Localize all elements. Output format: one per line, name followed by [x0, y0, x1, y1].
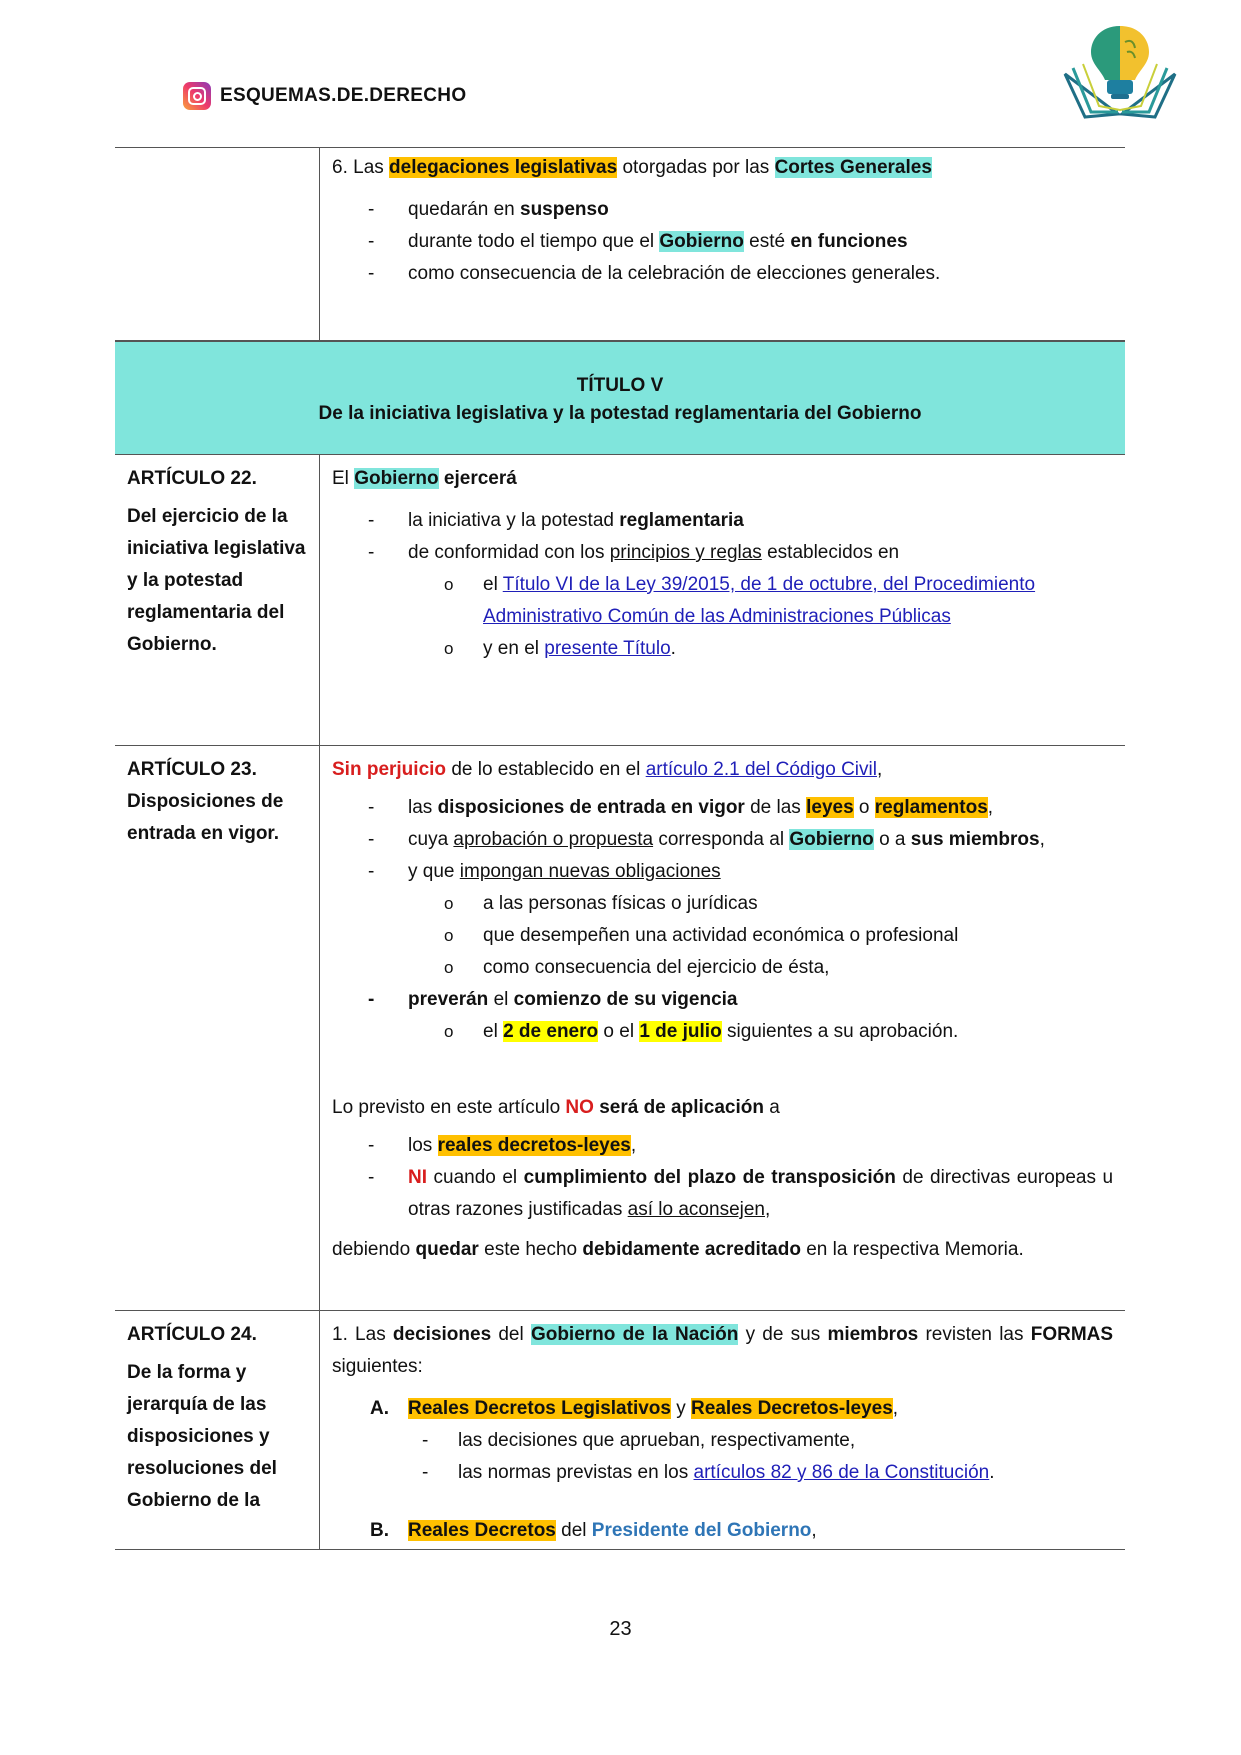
item-letter: B. [370, 1520, 389, 1541]
sub-bullet-item: o el 2 de enero o el 1 de julio siguientes a su aprobación. [444, 1021, 959, 1042]
bullet-item: - como consecuencia de la celebración de elecciones generales. [368, 263, 941, 284]
bold-text: preverán [408, 989, 489, 1010]
underlined-text: impongan nuevas obligaciones [459, 861, 721, 882]
law-link[interactable]: Título VI de la Ley 39/2015, de 1 de octubre, del Procedimiento Administrativo Común de las Administraciones Públicas [483, 574, 1036, 627]
bold-text: sus miembros [910, 829, 1040, 850]
text: del [498, 1324, 524, 1345]
bold-text: suspenso [520, 199, 609, 220]
text: las [408, 797, 433, 818]
text: o [858, 797, 870, 818]
text: la iniciativa y la potestad [408, 510, 614, 531]
text: las normas previstas en los [458, 1462, 689, 1483]
text: 1. Las [332, 1324, 386, 1345]
bullet-item: - los reales decretos-leyes, [368, 1135, 637, 1156]
titulo-subtitle: De la iniciativa legislativa y la potestad reglamentaria del Gobierno [318, 403, 922, 424]
text: y de sus [745, 1324, 821, 1345]
highlight-term: reales decretos-leyes [437, 1135, 631, 1156]
bullet-item: - las decisiones que aprueban, respectivamente, [422, 1430, 856, 1451]
left-cell-empty [115, 148, 320, 340]
text: , [892, 1398, 899, 1419]
highlight-term: Reales Decretos Legislativos [408, 1398, 671, 1419]
article-title: De la forma y jerarquía de las disposiciones y resoluciones del Gobierno de la [127, 1362, 277, 1511]
article-title: Disposiciones de entrada en vigor. [127, 791, 284, 844]
text: siguientes a su aprobación. [726, 1021, 959, 1042]
text: revisten las [925, 1324, 1024, 1345]
highlight-term: delegaciones legislativas [389, 157, 618, 178]
highlight-term: Gobierno [659, 231, 744, 252]
bold-text: comienzo de su vigencia [513, 989, 738, 1010]
bullet-item: - y que impongan nuevas obligaciones [368, 861, 721, 882]
text: como consecuencia de la celebración de elecciones generales. [408, 263, 941, 284]
bullet-item: - de conformidad con los principios y reglas establecidos en [368, 542, 900, 563]
bold-text: disposiciones de entrada en vigor [437, 797, 745, 818]
text: . [989, 1462, 995, 1483]
text: de conformidad con los [408, 542, 605, 563]
titulo-heading [115, 341, 1125, 454]
article-body-cell [320, 1311, 1125, 1549]
lightbulb-brain-book-logo [1055, 22, 1185, 128]
article-number: ARTÍCULO 24. [127, 1324, 257, 1345]
text: cuya [408, 829, 449, 850]
highlight-term: Gobierno de la Nación [530, 1324, 739, 1345]
sub-bullet-item: o a las personas físicas o jurídicas [444, 893, 758, 914]
bullet-item: - quedarán en suspenso [368, 199, 609, 220]
text: , [1039, 829, 1045, 850]
text: . [670, 638, 676, 659]
text: esté [749, 231, 786, 252]
article-number: ARTÍCULO 23. [127, 759, 257, 780]
text: debiendo [332, 1239, 411, 1260]
article-body-cell [320, 455, 1125, 745]
text: o a [879, 829, 906, 850]
article-number: ARTÍCULO 22. [127, 468, 257, 489]
text: el [493, 989, 509, 1010]
table-row-article-24 [115, 1311, 1125, 1550]
bold-text: miembros [827, 1324, 919, 1345]
text: siguientes: [332, 1356, 423, 1377]
table-row-continuation [115, 147, 1125, 341]
article-label-cell [115, 1311, 320, 1549]
highlight-term: Reales Decretos [408, 1520, 556, 1541]
lettered-item [332, 1393, 1113, 1425]
text: el [483, 574, 498, 595]
law-link[interactable]: artículos 82 y 86 de la Constitución [693, 1462, 990, 1483]
bold-text: decisiones [392, 1324, 492, 1345]
highlight-term: Reales Decretos-leyes [691, 1398, 893, 1419]
text: quedarán en [408, 199, 515, 220]
highlight-term: leyes [806, 797, 854, 818]
text: , [811, 1520, 817, 1541]
table-row-article-23 [115, 746, 1125, 1311]
highlight-term: Cortes Generales [774, 157, 932, 178]
bold-text: quedar [415, 1239, 479, 1260]
underlined-text: principios y reglas [609, 542, 762, 563]
article-label-cell [115, 455, 320, 745]
underlined-text: así lo aconsejen [627, 1199, 765, 1220]
text: y en el [483, 638, 539, 659]
text: a las personas físicas o jurídicas [483, 893, 758, 914]
text: que desempeñen una actividad económica o profesional [483, 925, 959, 946]
article-title: Del ejercicio de la iniciativa legislativa y la potestad reglamentaria del Gobierno. [127, 506, 306, 655]
brand-header [183, 82, 466, 110]
text: establecidos en [767, 542, 900, 563]
brand-name: ESQUEMAS.DE.DERECHO [220, 85, 467, 106]
bullet-item: - durante todo el tiempo que el Gobierno esté en funciones [368, 231, 908, 252]
text: este hecho [484, 1239, 578, 1260]
highlight-term: reglamentos [874, 797, 988, 818]
instagram-icon [183, 82, 211, 110]
red-emphasis: Sin perjuicio [332, 759, 447, 780]
text: a [769, 1097, 780, 1118]
bold-text: en funciones [790, 231, 908, 252]
text: y que [408, 861, 455, 882]
text: , [876, 759, 883, 780]
text: o el [603, 1021, 635, 1042]
article-body-cell [320, 746, 1125, 1310]
text: , [630, 1135, 637, 1156]
text: corresponda al [658, 829, 785, 850]
text: en la respectiva Memoria. [806, 1239, 1024, 1260]
text: , [765, 1199, 771, 1220]
date-highlight: 2 de enero [503, 1021, 599, 1042]
law-link[interactable]: artículo 2.1 del Código Civil [645, 759, 877, 780]
text: y [676, 1398, 686, 1419]
lettered-item [332, 1515, 1113, 1547]
paragraph-number: 6. Las [332, 157, 384, 178]
text: de las [750, 797, 801, 818]
highlight-term: Gobierno [354, 468, 439, 489]
text: El [332, 468, 349, 489]
sub-bullet-item: o como consecuencia del ejercicio de ésta, [444, 957, 830, 978]
text: cuando el [433, 1167, 518, 1188]
bullet-item: - las normas previstas en los artículos 82 y 86 de la Constitución. [422, 1462, 995, 1483]
text: de lo establecido en el [451, 759, 641, 780]
sub-bullet-item: o que desempeñen una actividad económica o profesional [444, 925, 959, 946]
bullet-item: - preverán el comienzo de su vigencia [368, 989, 738, 1010]
bullet-item: - las disposiciones de entrada en vigor de las leyes o reglamentos, [368, 797, 994, 818]
article-label-cell [115, 746, 320, 1310]
red-emphasis: NO [565, 1097, 594, 1118]
blue-emphasis: Presidente del Gobierno [591, 1520, 812, 1541]
table-row-article-22 [115, 455, 1125, 746]
highlight-term: Gobierno [789, 829, 874, 850]
text: durante todo el tiempo que el [408, 231, 655, 252]
date-highlight: 1 de julio [639, 1021, 722, 1042]
page-number: 23 [609, 1618, 632, 1640]
text: del [561, 1520, 587, 1541]
sub-bullet-item: o y en el presente Título. [444, 638, 676, 659]
text: de directivas europeas u otras razones justificadas [408, 1167, 1114, 1220]
text: otorgadas por las [622, 157, 770, 178]
bold-text: ejercerá [443, 468, 517, 489]
item-letter: A. [370, 1398, 389, 1419]
text: , [987, 797, 994, 818]
law-table [115, 147, 1125, 1550]
text: los [408, 1135, 433, 1156]
bold-text: reglamentaria [619, 510, 744, 531]
text: Lo previsto en este artículo [332, 1097, 561, 1118]
text: como consecuencia del ejercicio de ésta, [483, 957, 830, 978]
bullet-item: - la iniciativa y la potestad reglamentaria [368, 510, 744, 531]
bold-text: será de aplicación [599, 1097, 764, 1118]
titulo-label: TÍTULO V [576, 375, 664, 396]
law-link[interactable]: presente Título [544, 638, 671, 659]
right-cell-continuation [320, 148, 1125, 340]
underlined-text: aprobación o propuesta [453, 829, 654, 850]
bullet-item: - NI cuando el cumplimiento del plazo de transposición de directivas europeas u otras razones justificadas así lo aconsejen, [368, 1167, 1114, 1220]
bullet-item: - cuya aprobación o propuesta corresponda al Gobierno o a sus miembros, [368, 829, 1045, 850]
red-emphasis: NI [408, 1167, 427, 1188]
sub-bullet-item: o el Título VI de la Ley 39/2015, de 1 de octubre, del Procedimiento Administrativo Común de las Administraciones Públicas [444, 574, 1036, 627]
bold-text: debidamente acreditado [582, 1239, 801, 1260]
text: el [483, 1021, 498, 1042]
text: las decisiones que aprueban, respectivamente, [458, 1430, 856, 1451]
bold-text: cumplimiento del plazo de transposición [523, 1167, 896, 1188]
bold-text: FORMAS [1030, 1324, 1114, 1345]
